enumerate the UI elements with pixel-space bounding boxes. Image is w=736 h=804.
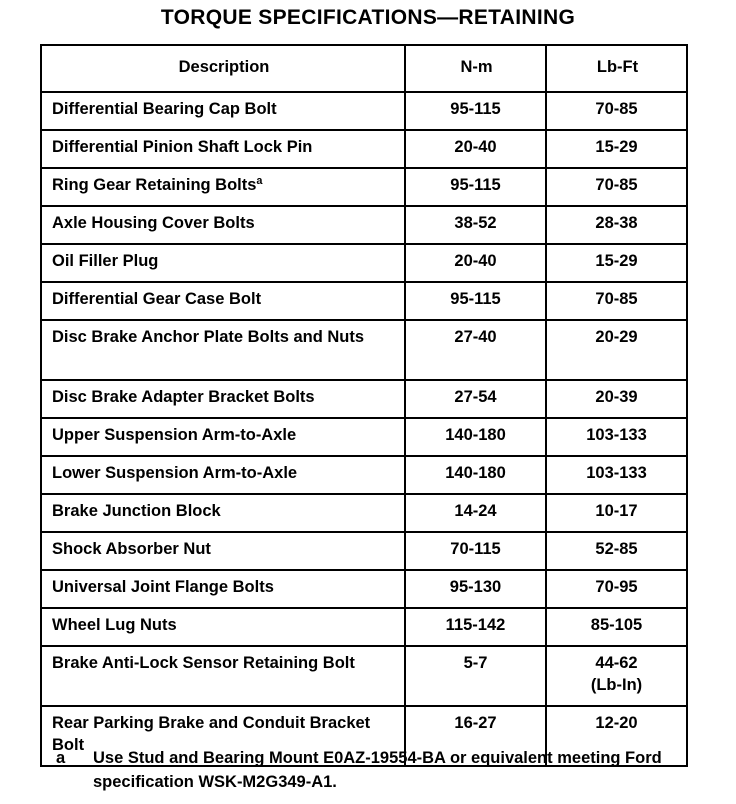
cell-description: Differential Pinion Shaft Lock Pin [41,130,405,168]
cell-lbft: 70-85 [546,92,687,130]
cell-lbft-value: 44-62 [595,654,638,672]
table-row [41,320,687,380]
cell-description: Lower Suspension Arm-to-Axle [41,456,405,494]
cell-description: Oil Filler Plug [41,244,405,282]
cell-nm: 27-40 [405,320,546,380]
torque-spec-table [40,44,688,767]
cell-nm: 16-27 [405,706,546,766]
cell-description: Upper Suspension Arm-to-Axle [41,418,405,456]
cell-lbft: 70-85 [546,168,687,206]
cell-lbft: 52-85 [546,532,687,570]
table-row [41,92,687,130]
footnote-text: Use Stud and Bearing Mount E0AZ-19554-BA or equivalent meeting Ford specification WSK-M2G349-A1. [93,749,662,791]
cell-nm: 70-115 [405,532,546,570]
cell-nm: 95-115 [405,92,546,130]
table-row [41,168,687,206]
table-row [41,418,687,456]
table-row [41,206,687,244]
table-row [41,130,687,168]
cell-nm: 95-130 [405,570,546,608]
cell-nm: 140-180 [405,456,546,494]
header-nm: N-m [405,45,546,92]
cell-description: Disc Brake Adapter Bracket Bolts [41,380,405,418]
cell-description: Shock Absorber Nut [41,532,405,570]
cell-lbft: 20-29 [546,320,687,380]
cell-nm: 140-180 [405,418,546,456]
cell-lbft: 70-95 [546,570,687,608]
table-row [41,380,687,418]
cell-nm: 20-40 [405,244,546,282]
cell-nm: 95-115 [405,282,546,320]
table-row [41,456,687,494]
cell-description: Brake Anti-Lock Sensor Retaining Bolt [41,646,405,706]
cell-lbft: 12-20 [546,706,687,766]
cell-description: Ring Gear Retaining Boltsª [41,168,405,206]
cell-lbft: 28-38 [546,206,687,244]
cell-nm: 14-24 [405,494,546,532]
cell-nm: 95-115 [405,168,546,206]
cell-description: Differential Bearing Cap Bolt [41,92,405,130]
header-lbft: Lb-Ft [546,45,687,92]
cell-lbft: 85-105 [546,608,687,646]
cell-nm: 27-54 [405,380,546,418]
cell-lbft: 10-17 [546,494,687,532]
cell-description: Universal Joint Flange Bolts [41,570,405,608]
table-row [41,608,687,646]
cell-lbft [546,646,687,706]
cell-nm: 115-142 [405,608,546,646]
table-row [41,244,687,282]
footnote-marker: a [56,749,66,767]
table-row [41,494,687,532]
table-row [41,282,687,320]
cell-description: Axle Housing Cover Bolts [41,206,405,244]
cell-description: Differential Gear Case Bolt [41,282,405,320]
cell-description: Disc Brake Anchor Plate Bolts and Nuts [41,320,405,380]
cell-lbft: 15-29 [546,244,687,282]
cell-nm: 20-40 [405,130,546,168]
cell-lbft-unit-note: (Lb-In) [590,676,643,694]
page-title: TORQUE SPECIFICATIONS—RETAINING [160,6,576,29]
table-header-row [41,45,687,92]
cell-lbft: 20-39 [546,380,687,418]
header-description: Description [41,45,405,92]
cell-description: Rear Parking Brake and Conduit Bracket Bolt [41,706,405,766]
cell-lbft: 15-29 [546,130,687,168]
cell-lbft: 103-133 [546,418,687,456]
table-row [41,646,687,706]
cell-description: Brake Junction Block [41,494,405,532]
cell-description: Wheel Lug Nuts [41,608,405,646]
cell-nm: 38-52 [405,206,546,244]
cell-nm: 5-7 [405,646,546,706]
cell-lbft: 70-85 [546,282,687,320]
cell-lbft: 103-133 [546,456,687,494]
table-row [41,570,687,608]
table-row [41,532,687,570]
